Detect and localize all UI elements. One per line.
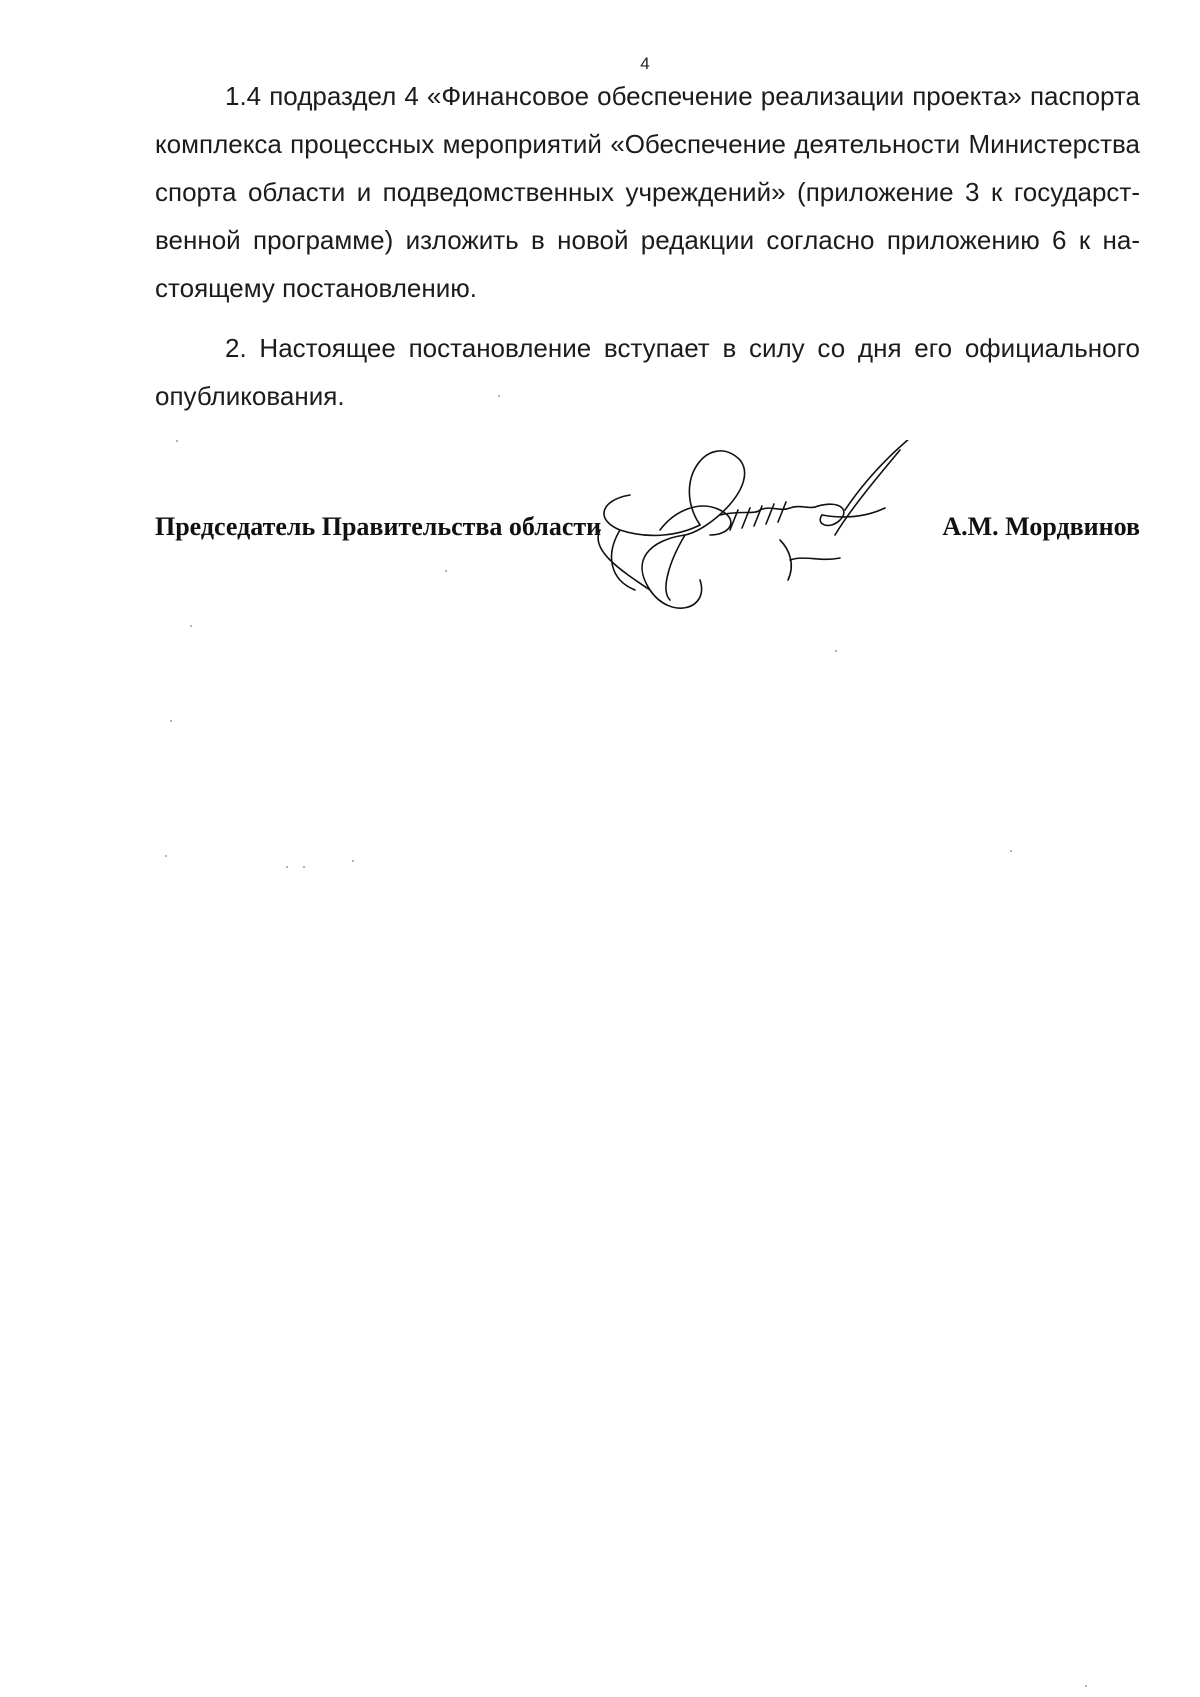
page-number: 4 [640,54,650,73]
scan-speck [190,625,192,627]
scan-speck [165,855,167,857]
scan-speck [1085,1685,1087,1687]
signer-name: А.М. Мордвинов [942,512,1140,541]
signer-title: Председатель Правительства области [155,512,602,541]
scan-speck [835,650,837,652]
scan-speck [445,570,447,572]
scan-speck [498,395,500,397]
scan-speck [303,866,305,868]
paragraph-1-4: 1.4 подраздел 4 «Финансовое обеспечение реализации проекта» паспорта комплекса процессных мероприятий «Обеспечение деятельности Министерства спорта области и подведомственных учреждений» (приложение 3 к государст-венной программе) изложить в новой редакции согласно приложению 6 к на-стоящему постановлению. [155,81,1140,303]
scan-speck [176,440,178,442]
scan-speck [352,860,354,862]
scan-speck [1010,850,1012,852]
scan-speck [170,720,172,722]
paragraph-2: 2. Настоящее постановление вступает в силу со дня его официального опубликования. [155,333,1140,411]
document-body [155,72,1140,420]
handwritten-signature [590,440,950,660]
scan-speck [286,866,288,868]
